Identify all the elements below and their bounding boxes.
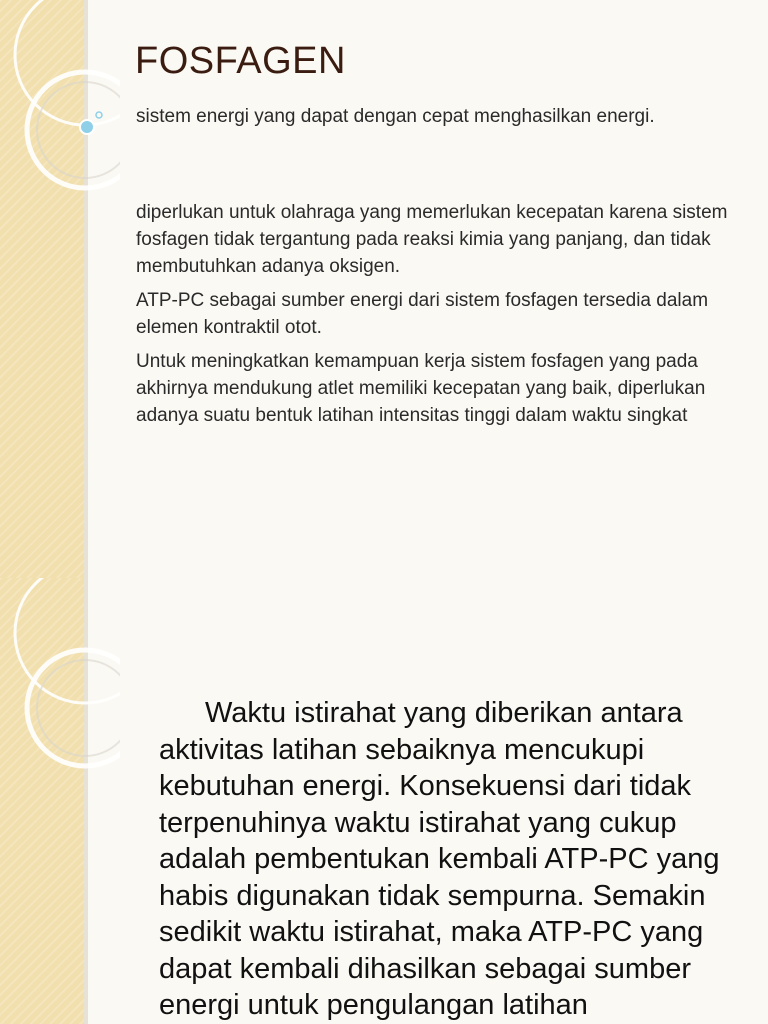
ring-decoration (0, 578, 120, 778)
paragraph-3: ATP-PC sebagai sumber energi dari sistem fosfagen tersedia dalam elemen kontraktil otot. (136, 290, 709, 338)
paragraph-4: Untuk meningkatkan kemampuan kerja sistem fosfagen yang pada akhirnya mendukung atlet memiliki kecepatan yang baik, diperlukan adanya suatu bentuk latihan intensitas tinggi dalam waktu singkat (136, 351, 706, 426)
paragraph-1: sistem energi yang dapat dengan cepat menghasilkan energi. (136, 106, 655, 127)
blue-dot-icon (80, 120, 94, 134)
slide-title: FOSFAGEN (135, 40, 346, 82)
slide-2-body: Waktu istirahat yang diberikan antara aktivitas latihan sebaiknya mencukupi kebutuhan energi. Konsekuensi dari tidak terpenuhinya waktu istirahat yang cukup adalah pembentukan kembali ATP-PC yang habis digunakan tidak sempurna. Semakin sedikit waktu istirahat, maka ATP-PC yang dapat kembali dihasilkan sebagai sumber energi untuk pengulangan latihan (159, 697, 720, 1021)
paragraph-2: diperlukan untuk olahraga yang memerlukan kecepatan karena sistem fosfagen tidak tergantung pada reaksi kimia yang panjang, dan tidak membutuhkan adanya oksigen. (136, 202, 728, 277)
ring-decoration (0, 0, 120, 200)
